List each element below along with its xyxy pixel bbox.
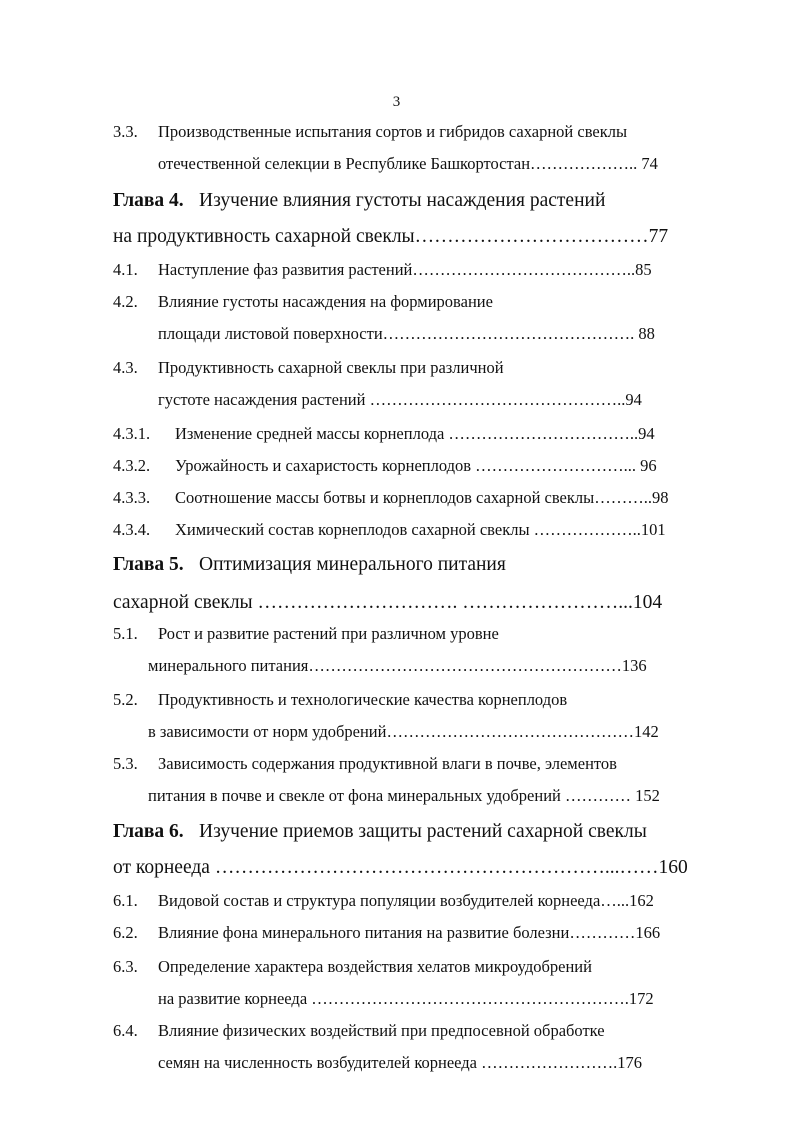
toc-title-line: Влияние густоты насаждения на формирование (158, 292, 493, 311)
toc-number: 4.2. (113, 292, 138, 311)
page-number: 3 (392, 94, 401, 110)
chapter-title-line: от корнееда ……………………………………………………...……160 (113, 857, 688, 878)
chapter-label: Глава 5. (113, 554, 184, 575)
toc-title-line: площади листовой поверхности………………………………………. 88 (158, 324, 655, 343)
toc-title-line: Химический состав корнеплодов сахарной свеклы ………………..101 (175, 520, 666, 539)
toc-title-line: Зависимость содержания продуктивной влаги в почве, элементов (158, 754, 617, 773)
chapter-title-line: Изучение влияния густоты насаждения растений (199, 190, 606, 211)
toc-title-line: Влияние физических воздействий при предпосевной обработке (158, 1021, 605, 1040)
toc-number: 4.1. (113, 260, 138, 279)
toc-title-line: семян на численность возбудителей корнееда …………………….176 (158, 1053, 642, 1072)
chapter-label: Глава 6. (113, 821, 184, 842)
toc-number: 4.3.1. (113, 424, 151, 443)
toc-title-line: на развитие корнееда ………………………………………………….172 (158, 989, 654, 1008)
toc-number: 5.2. (113, 690, 138, 709)
table-of-contents (0, 117, 793, 1117)
toc-title-line: Производственные испытания сортов и гибридов сахарной свеклы (158, 122, 628, 141)
toc-title-line: Влияние фона минерального питания на развитие болезни…………166 (158, 923, 661, 942)
toc-number: 3.3. (113, 122, 138, 141)
chapter-title-line: сахарной свеклы …………………………. ……………………...104 (113, 592, 663, 613)
chapter-title-line: Оптимизация минерального питания (199, 554, 506, 575)
toc-title-line: минерального питания…………………………………………………136 (148, 656, 647, 675)
toc-title-line: Урожайность и сахаристость корнеплодов ………………………... 96 (175, 456, 657, 475)
toc-number: 4.3. (113, 358, 138, 377)
toc-title-line: Соотношение массы ботвы и корнеплодов сахарной свеклы………..98 (175, 488, 669, 507)
toc-number: 6.4. (113, 1021, 138, 1040)
toc-title-line: в зависимости от норм удобрений………………………………………142 (148, 722, 659, 741)
toc-number: 4.3.4. (113, 520, 151, 539)
toc-number: 5.1. (113, 624, 138, 643)
toc-title-line: густоте насаждения растений ………………………………………..94 (158, 390, 642, 409)
toc-title-line: Наступление фаз развития растений…………………………………..85 (158, 260, 652, 279)
toc-title-line: Изменение средней массы корнеплода ……………………………..94 (175, 424, 655, 443)
toc-title-line: Видовой состав и структура популяции возбудителей корнееда…...162 (158, 891, 654, 910)
chapter-title-line: на продуктивность сахарной свеклы………………………………77 (113, 226, 669, 247)
toc-title-line: Рост и развитие растений при различном уровне (158, 624, 499, 643)
toc-title-line: Продуктивность и технологические качества корнеплодов (158, 690, 568, 709)
toc-number: 5.3. (113, 754, 138, 773)
chapter-title-line: Изучение приемов защиты растений сахарной свеклы (199, 821, 647, 842)
toc-title-line: Продуктивность сахарной свеклы при различной (158, 358, 504, 377)
toc-number: 4.3.2. (113, 456, 151, 475)
toc-title-line: Определение характера воздействия хелатов микроудобрений (158, 957, 592, 976)
chapter-label: Глава 4. (113, 190, 184, 211)
toc-number: 6.1. (113, 891, 138, 910)
toc-title-line: отечественной селекции в Республике Башкортостан……………….. 74 (158, 154, 658, 173)
toc-number: 6.3. (113, 957, 138, 976)
toc-number: 6.2. (113, 923, 138, 942)
toc-title-line: питания в почве и свекле от фона минеральных удобрений ………… 152 (148, 786, 660, 805)
toc-number: 4.3.3. (113, 488, 151, 507)
